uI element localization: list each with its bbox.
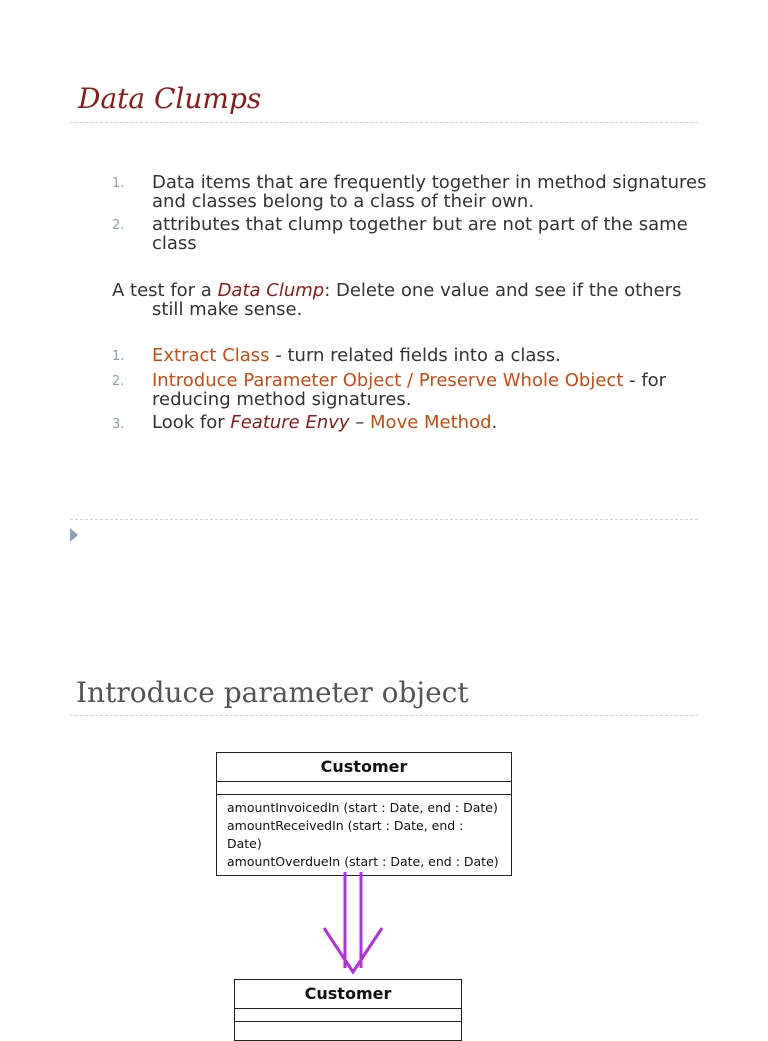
remedy-prefix: Look for — [152, 412, 231, 433]
test-rest: : Delete one value and see if the others — [324, 280, 682, 301]
list-item — [152, 413, 712, 432]
remedy-rest: - turn related fields into a class. — [269, 345, 561, 366]
list-item — [152, 346, 712, 365]
footer-divider — [70, 519, 698, 520]
list-item-line: class — [152, 233, 197, 254]
uml-class-name: Customer — [235, 980, 461, 1009]
uml-method: amountInvoicedIn (start : Date, end : Date) — [227, 800, 498, 815]
list-number: 2. — [112, 218, 125, 233]
test-paragraph — [112, 281, 712, 319]
refactoring-name: Move Method — [370, 412, 492, 433]
list-item-line — [152, 413, 712, 432]
dash: – — [349, 412, 371, 433]
test-prefix: A test for a — [112, 280, 218, 301]
double-down-arrow-icon — [318, 868, 388, 978]
refactoring-name: Introduce Parameter Object / Preserve Whole Object — [152, 370, 624, 391]
remedy-rest: - for — [623, 370, 667, 391]
list-item-line — [152, 346, 712, 365]
list-number: 3. — [112, 417, 125, 432]
list-item-line: and classes belong to a class of their own. — [152, 191, 535, 212]
uml-methods-section — [217, 795, 511, 875]
uml-class-before — [216, 752, 512, 876]
data-clump-term: Data Clump — [217, 280, 325, 301]
uml-class-name: Customer — [217, 753, 511, 782]
list-item — [152, 371, 722, 409]
list-item-line: attributes that clump together but are not part of the same — [152, 214, 688, 235]
list-item — [152, 215, 712, 253]
list-number: 1. — [112, 176, 125, 191]
refactoring-name: Extract Class — [152, 345, 270, 366]
slide-title: Introduce parameter object — [76, 676, 469, 709]
feature-envy-term: Feature Envy — [230, 412, 350, 433]
test-line-2: still make sense. — [152, 299, 303, 320]
play-triangle-icon — [70, 528, 80, 542]
uml-method: amountOverdueIn (start : Date, end : Date) — [227, 854, 499, 869]
list-item — [152, 173, 712, 211]
title-divider — [70, 122, 698, 123]
slide-title: Data Clumps — [78, 82, 262, 115]
list-item-line: reducing method signatures. — [152, 389, 412, 410]
list-number: 2. — [112, 374, 125, 389]
list-number: 1. — [112, 349, 125, 364]
list-item-line: Data items that are frequently together in method signatures — [152, 172, 707, 193]
uml-attributes-section — [235, 1009, 461, 1022]
list-item-line — [152, 371, 722, 390]
remedy-suffix: . — [491, 412, 498, 433]
uml-method: amountReceivedIn (start : Date, end : Date) — [227, 818, 464, 851]
title-divider — [70, 715, 698, 716]
test-line — [112, 281, 712, 300]
uml-class-after — [234, 979, 462, 1041]
uml-attributes-section — [217, 782, 511, 795]
